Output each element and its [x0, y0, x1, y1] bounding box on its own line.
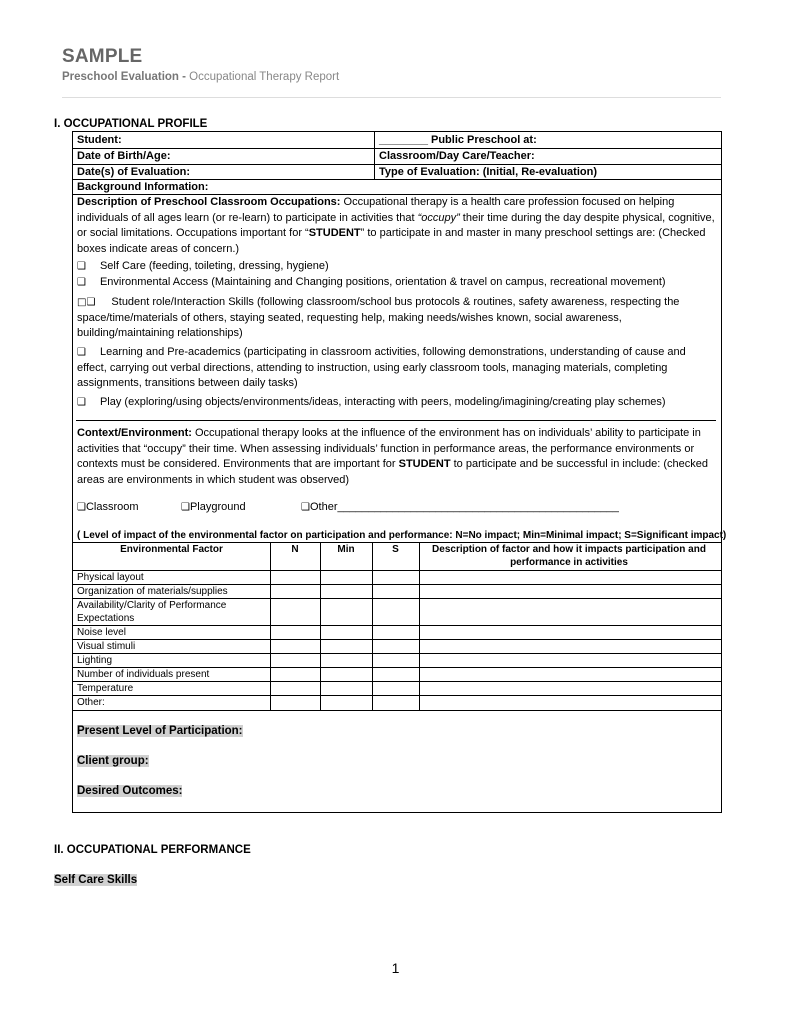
- row-divider: [73, 164, 721, 165]
- factor-availability: Availability/Clarity of Performance: [77, 600, 227, 611]
- row-divider: [73, 710, 721, 711]
- checkbox-icon[interactable]: ❑: [77, 261, 86, 272]
- desc-text: ” to participate in and master in many preschool settings are: (Checked boxes indicate areas of concern.): [77, 227, 706, 255]
- other-blank-line[interactable]: ______________________________________________: [337, 501, 619, 513]
- classroom-label: Classroom/Day Care/Teacher:: [379, 150, 535, 162]
- self-care-skills-heading: Self Care Skills: [54, 874, 138, 886]
- occupation-item-environmental-access: [77, 275, 717, 291]
- header-n: N: [291, 544, 299, 555]
- column-divider: [374, 132, 375, 179]
- header-description: Description of factor and how it impacts participation and performance in activities: [432, 544, 706, 568]
- occupation-label: Self Care (feeding, toileting, dressing, hygiene): [99, 260, 329, 272]
- row-divider: [73, 598, 721, 599]
- page-number: 1: [391, 960, 400, 976]
- occupation-label: Play (exploring/using objects/environments/ideas, interacting with peers, modeling/imagining/creating play schemes): [99, 396, 666, 408]
- section-separator: [76, 420, 716, 421]
- student-label: Student:: [77, 134, 122, 146]
- factor-expectations: Expectations: [77, 613, 135, 624]
- occupation-item-self-care: [77, 259, 717, 275]
- row-divider: [73, 695, 721, 696]
- subtitle-bold: Preschool Evaluation -: [62, 71, 190, 83]
- section-heading-profile: I. OCCUPATIONAL PROFILE: [54, 118, 208, 130]
- factor-temperature: Temperature: [77, 683, 134, 694]
- occupations-description: [77, 195, 717, 257]
- column-divider: [419, 542, 420, 710]
- eval-dates-label: Date(s) of Evaluation:: [77, 166, 191, 178]
- checkbox-icon[interactable]: ❑: [77, 502, 86, 513]
- factor-organization: Organization of materials/supplies: [77, 586, 228, 597]
- row-divider: [73, 570, 721, 571]
- occupation-item-play: [77, 395, 717, 411]
- factor-other: Other:: [77, 697, 105, 708]
- row-divider: [73, 584, 721, 585]
- eval-type-label: Type of Evaluation: (Initial, Re-evaluation): [379, 166, 597, 178]
- desc-text: Occupational therapy is a health care profession focused on helping individuals of all ages learn (or re-learn) to participate in activities that: [77, 196, 675, 224]
- row-divider: [73, 179, 721, 180]
- context-text: Occupational therapy looks at the influence of the environment has on individuals’ ability to participate in activities that “occupy” their time. When assessing individuals’ function in performance areas, the performance environments or contexts must be considered. Environments that are important for: [77, 427, 701, 470]
- row-divider: [73, 681, 721, 682]
- factor-physical-layout: Physical layout: [77, 572, 144, 583]
- dob-label: Date of Birth/Age:: [77, 150, 171, 162]
- column-divider: [270, 542, 271, 710]
- occupation-item-student-role: [77, 295, 717, 342]
- context-description: [77, 426, 717, 488]
- row-divider: [73, 625, 721, 626]
- document-title: SAMPLE: [62, 46, 143, 67]
- client-group-label: Client group:: [77, 755, 149, 767]
- env-option-label: Classroom: [85, 501, 139, 513]
- factor-visual-stimuli: Visual stimuli: [77, 641, 136, 652]
- checkbox-icon[interactable]: ❑: [77, 277, 86, 288]
- context-text: to participate and be successful in include: (checked areas are environments in which student was observed): [77, 458, 708, 486]
- checkbox-icon[interactable]: ❑: [77, 347, 86, 358]
- env-option-classroom[interactable]: [77, 500, 139, 516]
- present-level-label: Present Level of Participation:: [77, 725, 243, 737]
- env-option-label: Other: [309, 501, 338, 513]
- context-label: Context/Environment:: [77, 427, 192, 439]
- header-divider: [62, 97, 721, 98]
- occupation-label: Student role/Interaction Skills (following classroom/school bus protocols & routines, safety awareness, respecting the space/time/materials of others, staying seated, requesting help, making needs/wishes known, social awareness, building/maintaining relationships): [77, 296, 680, 339]
- row-divider: [73, 639, 721, 640]
- desc-label: Description of Preschool Classroom Occupations:: [77, 196, 341, 208]
- context-student: STUDENT: [398, 458, 451, 470]
- factor-lighting: Lighting: [77, 655, 113, 666]
- header-s: S: [392, 544, 399, 555]
- section-heading-performance: II. OCCUPATIONAL PERFORMANCE: [54, 844, 251, 856]
- checkbox-icon[interactable]: ❑: [77, 397, 86, 408]
- profile-box: [72, 131, 727, 813]
- row-divider: [73, 653, 721, 654]
- row-divider: [73, 542, 721, 543]
- row-divider: [73, 667, 721, 668]
- desc-occupy: “occupy”: [417, 211, 460, 224]
- header-min: Min: [337, 544, 355, 555]
- desired-outcomes-label: Desired Outcomes:: [77, 785, 183, 797]
- document-subtitle: [62, 71, 339, 83]
- env-option-playground[interactable]: [181, 500, 246, 516]
- factor-number-individuals: Number of individuals present: [77, 669, 210, 680]
- env-option-other[interactable]: [301, 500, 619, 516]
- desc-text: their time during the day despite physical, cognitive, or social limitations. Occupations important for “: [77, 211, 715, 239]
- subtitle-rest: Occupational Therapy Report: [189, 71, 340, 83]
- factor-noise-level: Noise level: [77, 627, 126, 638]
- header-factor: Environmental Factor: [120, 544, 223, 555]
- occupation-label: Learning and Pre-academics (participating in classroom activities, following demonstrations, understanding of cause and effect, carrying out verbal directions, attending to instruction, using early classroom tools, managing materials, completing assignments, transitions between daily tasks): [77, 346, 686, 389]
- row-divider: [73, 148, 721, 149]
- impact-note: ( Level of impact of the environmental factor on participation and performance: N=No impact; Min=Minimal impact; S=Significant impact): [77, 530, 727, 541]
- column-divider: [320, 542, 321, 710]
- background-label: Background Information:: [77, 181, 209, 193]
- column-divider: [372, 542, 373, 710]
- occupation-item-learning: [77, 345, 717, 392]
- desc-student: STUDENT: [308, 227, 361, 239]
- occupation-label: Environmental Access (Maintaining and Changing positions, orientation & travel on campus, recreational movement): [99, 276, 666, 288]
- preschool-label: ________ Public Preschool at:: [379, 134, 537, 146]
- checkbox-icon[interactable]: ❑: [181, 502, 190, 513]
- checkbox-icon[interactable]: ❑: [301, 502, 310, 513]
- env-option-label: Playground: [189, 501, 246, 513]
- checkbox-icon[interactable]: □❑: [77, 297, 96, 308]
